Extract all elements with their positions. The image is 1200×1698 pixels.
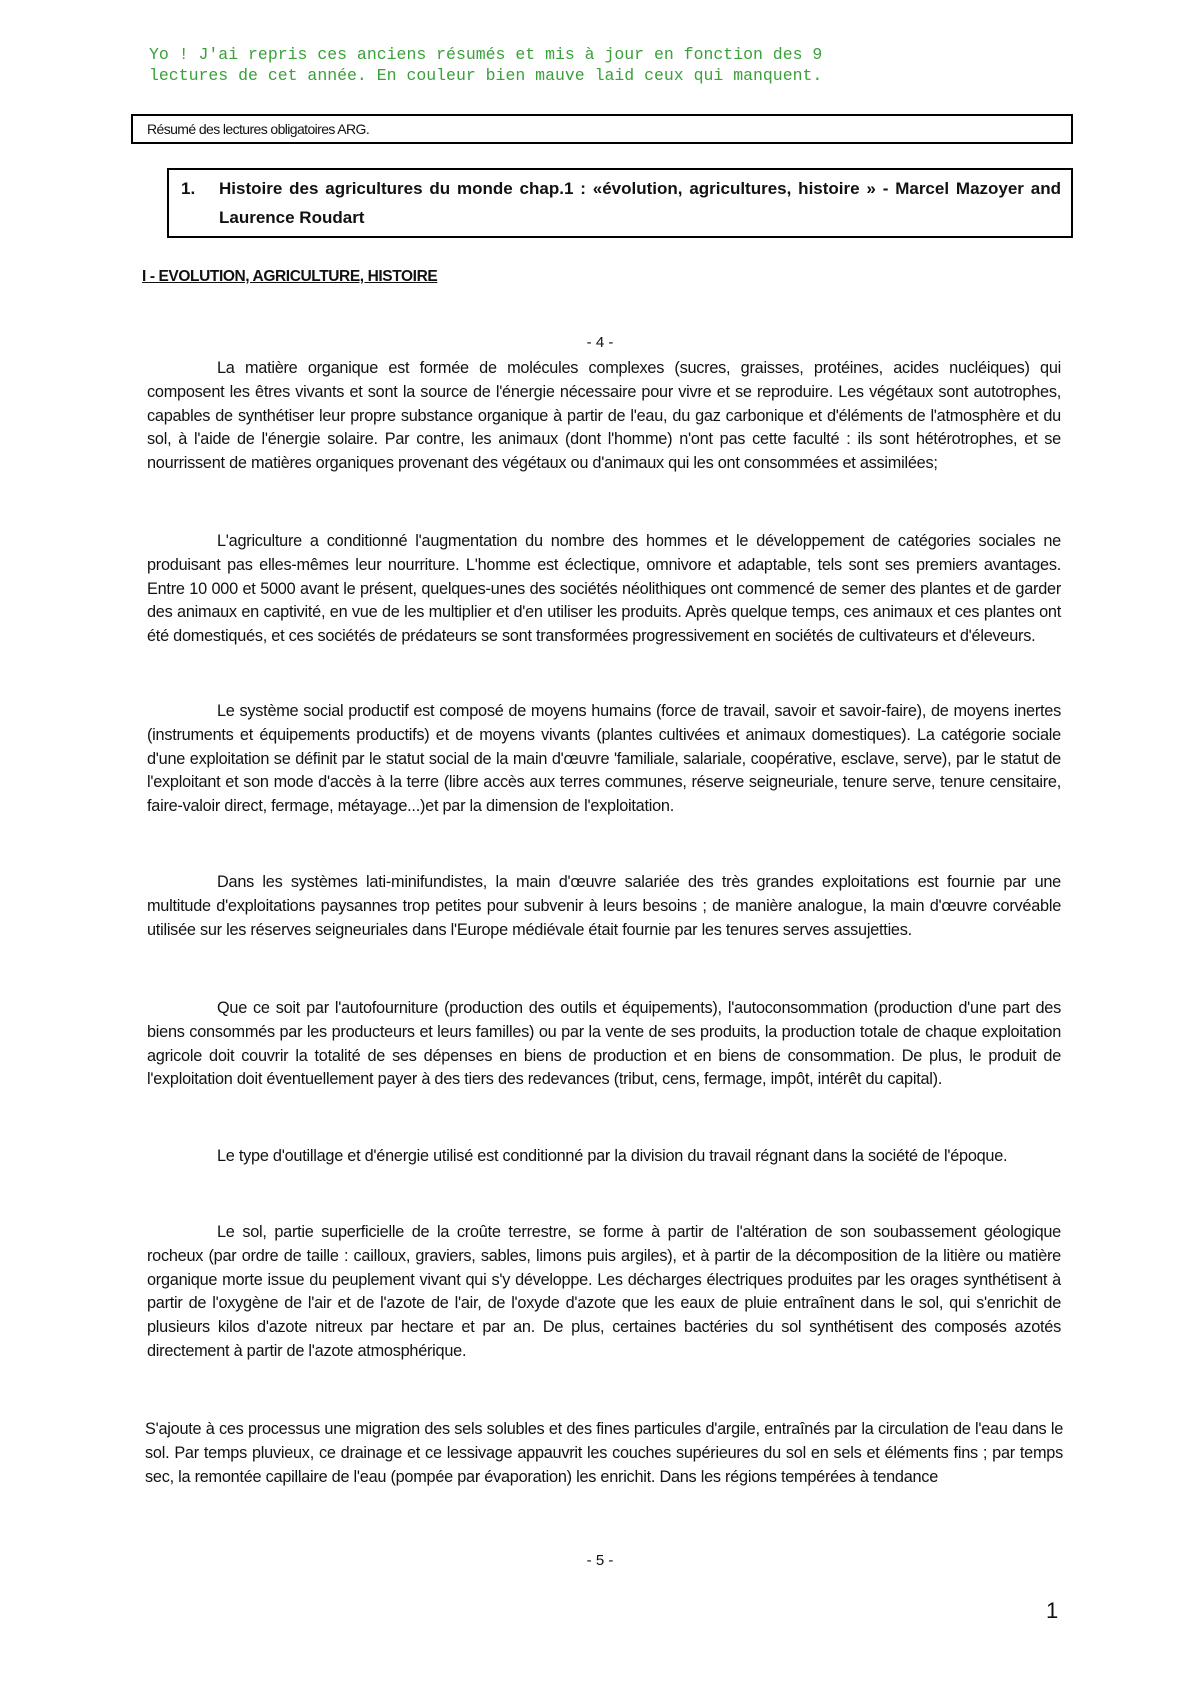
note-line-1: Yo ! J'ai repris ces anciens résumés et mis à jour en fonction des 9 (149, 45, 823, 64)
paragraph-5 (147, 997, 1061, 1092)
paragraph-6 (147, 1145, 1061, 1169)
paragraph-text: Le sol, partie superficielle de la croûte terrestre, se forme à partir de l'altération de son soubassement géologique rocheux (par ordre de taille : cailloux, graviers, sables, limons puis argiles), et à partir de la décomposition de la litière ou matière organique morte issue du peuplement vivant qui s'y développe. Les décharges électriques produites par les orages synthétisent à partir de l'oxygène de l'air et de l'azote de l'air, de l'oxyde d'azote que les eaux de pluie entraînent dans le sol, qui s'enrichit de plusieurs kilos d'azote nitreux par hectare et par an. De plus, certaines bactéries du sol synthétisent des composés azotés directement à partir de l'azote atmosphérique. (147, 1223, 1061, 1360)
paragraph-8 (145, 1418, 1063, 1489)
page-number: 1 (1046, 1598, 1059, 1623)
paragraph-text: Le type d'outillage et d'énergie utilisé est conditionné par la division du travail régnant dans la société de l'époque. (217, 1147, 1008, 1165)
paragraph-3 (147, 700, 1061, 819)
paragraph-1 (147, 357, 1061, 476)
header-box: Résumé des lectures obligatoires ARG. (131, 114, 1073, 144)
paragraph-text: L'agriculture a conditionné l'augmentation du nombre des hommes et le développement de catégories sociales ne produisant pas elles-mêmes leur nourriture. L'homme est éclectique, omnivore et adaptable, tels sont ses premiers avantages. Entre 10 000 et 5000 avant le présent, quelques-unes des sociétés néolithiques ont commencé de semer des plantes et de garder des animaux en captivité, en vue de les multiplier et d'en utiliser les produits. Après quelque temps, ces animaux et ces plantes ont été domestiqués, et ces sociétés de prédateurs se sont transformées progressivement en sociétés de cultivateurs et d'éleveurs. (147, 532, 1061, 646)
page-marker-top: - 4 - (586, 334, 614, 351)
paragraph-text: Dans les systèmes lati-minifundistes, la main d'œuvre salariée des très grandes exploitations est fournie par une multitude d'exploitations paysannes trop petites pour subvenir à leurs besoins ; de manière analogue, la main d'œuvre corvéable utilisée sur les réserves seigneuriales dans l'Europe médiévale était fournie par les tenures serves assujetties. (147, 873, 1061, 939)
paragraph-text: Le système social productif est composé de moyens humains (force de travail, savoir et savoir-faire), de moyens inertes (instruments et équipements productifs) et de moyens vivants (plantes cultivées et animaux domestiques). La catégorie sociale d'une exploitation se définit par le statut social de la main d'œuvre 'familiale, salariale, coopérative, esclave, serve), par le statut de l'exploitant et son mode d'accès à la terre (libre accès aux terres communes, réserve seigneuriale, tenure serve, tenure censitaire, faire-valoir direct, fermage, métayage...)et par la dimension de l'exploitation. (147, 702, 1061, 816)
note-line-2: lectures de cet année. En couleur bien mauve laid ceux qui manquent. (149, 66, 823, 85)
paragraph-text: La matière organique est formée de molécules complexes (sucres, graisses, protéines, acides nucléiques) qui composent les êtres vivants et sont la source de l'énergie nécessaire pour vivre et se reproduire. Les végétaux sont autotrophes, capables de synthétiser leur propre substance organique à partir de l'eau, du gaz carbonique et d'éléments de l'atmosphère et du sol, à l'aide de l'énergie solaire. Par contre, les animaux (dont l'homme) n'ont pas cette faculté : ils sont hétérotrophes, et se nourrissent de matières organiques provenant des végétaux ou d'animaux qui les ont consommées et assimilées; (147, 359, 1061, 473)
paragraph-text: S'ajoute à ces processus une migration des sels solubles et des fines particules d'argile, entraînés par la circulation de l'eau dans le sol. Par temps pluvieux, ce drainage et ce lessivage appauvrit les couches supérieures du sol en sels et éléments fins ; par temps sec, la remontée capillaire de l'eau (pompée par évaporation) les enrichit. Dans les régions tempérées à tendance (145, 1420, 1063, 1486)
section-heading: I - EVOLUTION, AGRICULTURE, HISTOIRE (142, 268, 438, 285)
paragraph-2 (147, 530, 1061, 649)
title-box (167, 168, 1073, 238)
title-text: Histoire des agricultures du monde chap.1 : «évolution, agricultures, histoire » - Marcel Mazoyer and Laurence Roudart (219, 179, 1061, 227)
page-marker-bottom: - 5 - (586, 1552, 614, 1569)
paragraph-7 (147, 1221, 1061, 1364)
title-number: 1. (181, 179, 196, 198)
paragraph-text: Que ce soit par l'autofourniture (production des outils et équipements), l'autoconsommation (production d'une part des biens consommés par les producteurs et leurs familles) ou par la vente de ses produits, la production totale de chaque exploitation agricole doit couvrir la totalité de ses dépenses en biens de production et en biens de consommation. De plus, le produit de l'exploitation doit éventuellement payer à des tiers des redevances (tribut, cens, fermage, impôt, intérêt du capital). (147, 999, 1061, 1089)
annotation-note (149, 44, 1049, 86)
paragraph-4 (147, 871, 1061, 942)
